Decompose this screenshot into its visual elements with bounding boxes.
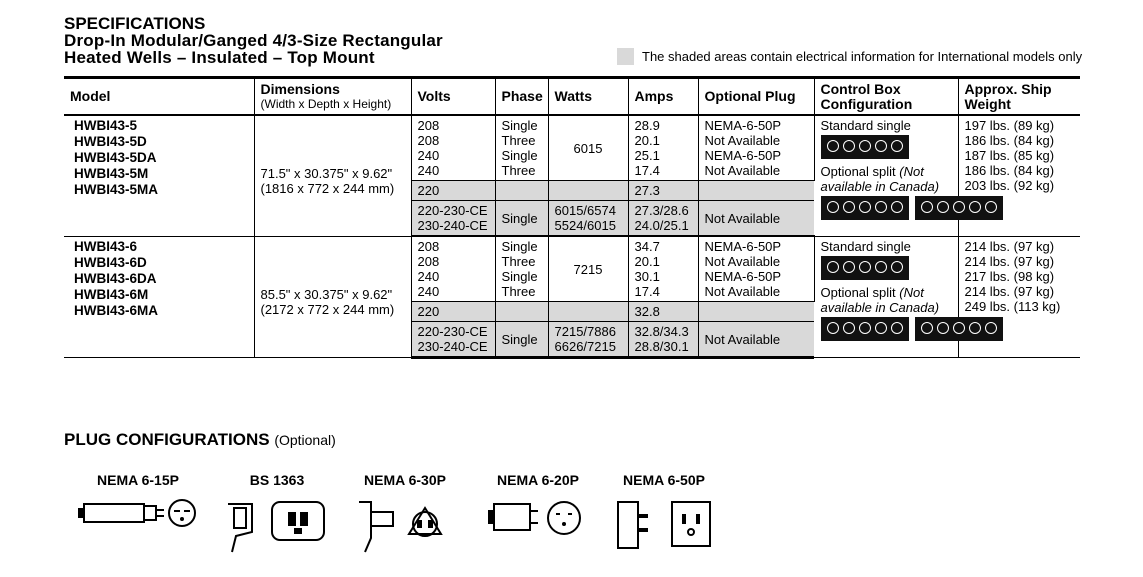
plug-bs-1363 — [222, 472, 332, 554]
intl-phase-ce: Single — [495, 201, 548, 237]
cell-line: Three — [501, 284, 536, 299]
plug-cell — [698, 236, 814, 302]
cell-line: 20.1 — [634, 133, 660, 148]
intl-watts-ce — [548, 201, 628, 237]
amps-cell — [628, 236, 698, 302]
shading-legend — [617, 48, 1082, 65]
cell-line: 7215/7886 — [554, 324, 616, 339]
cell-line: 28.8/30.1 — [634, 339, 689, 354]
bs-1363-plug-icon — [222, 494, 332, 554]
cell-line: 186 lbs. (84 kg) — [964, 163, 1055, 178]
control-box-cell — [814, 236, 958, 358]
cell-line: 17.4 — [634, 163, 660, 178]
model-cell — [64, 236, 254, 358]
plug-nema-6-20p — [488, 472, 588, 544]
amps-cell — [628, 115, 698, 181]
cell-line: 220-230-CE — [417, 203, 488, 218]
cell-line: NEMA-6-50P — [704, 118, 782, 133]
cell-line: Single — [501, 239, 538, 254]
intl-amps-ce — [628, 201, 698, 237]
cell-line: NEMA-6-50P — [704, 148, 782, 163]
cell-line: 17.4 — [634, 284, 660, 299]
intl-plug-ce: Not Available — [698, 322, 814, 358]
cell-line: HWBI43-5MA — [74, 182, 159, 197]
watts-cell: 7215 — [548, 236, 628, 302]
plug-title-text: PLUG CONFIGURATIONS — [64, 430, 270, 449]
intl-volts-ce — [411, 201, 495, 237]
cell-line: 214 lbs. (97 kg) — [964, 238, 1055, 254]
intl-volts-220: 220 — [411, 302, 495, 322]
cell-line: Not Available — [704, 284, 781, 299]
plug-name: NEMA 6-50P — [623, 472, 705, 488]
intl-amps-220: 32.8 — [628, 302, 698, 322]
intl-plug-ce: Not Available — [698, 201, 814, 237]
col-volts: Volts — [411, 78, 495, 116]
col-optional-plug: Optional Plug — [698, 78, 814, 116]
intl-phase-220 — [495, 181, 548, 201]
col-phase: Phase — [495, 78, 548, 116]
intl-watts-220 — [548, 302, 628, 322]
control-box-split-right-icon — [915, 196, 1003, 220]
cell-line: 230-240-CE — [417, 218, 488, 233]
dimensions-mm: (1816 x 772 x 244 mm) — [260, 181, 395, 196]
nema-6-15p-plug-icon — [78, 494, 198, 534]
cell-line: NEMA-6-50P — [704, 239, 782, 254]
spec-header — [64, 15, 443, 66]
plug-nema-6-50p — [614, 472, 714, 554]
cell-line: Single — [501, 269, 538, 284]
watts-cell: 6015 — [548, 115, 628, 181]
intl-amps-ce — [628, 322, 698, 358]
cell-line: 27.3/28.6 — [634, 203, 689, 218]
dimensions-in: 71.5" x 30.375" x 9.62" — [260, 166, 393, 181]
cell-line: 6626/7215 — [554, 339, 616, 354]
cell-line: 6015/6574 — [554, 203, 616, 218]
dimensions-cell — [254, 236, 411, 358]
cell-line: 28.9 — [634, 118, 660, 133]
phase-cell — [495, 236, 548, 302]
nema-6-20p-plug-icon — [488, 494, 588, 544]
cell-line: 240 — [417, 284, 440, 299]
cell-line: 25.1 — [634, 148, 660, 163]
cell-line: 20.1 — [634, 254, 660, 269]
control-optional-note: (Not available in Canada) — [820, 164, 940, 194]
col-control-box: Control Box Configuration — [814, 78, 958, 116]
intl-volts-220: 220 — [411, 181, 495, 201]
cell-line: 230-240-CE — [417, 339, 488, 354]
nema-6-50p-plug-icon — [614, 494, 714, 554]
control-standard-label: Standard single — [820, 118, 911, 133]
intl-plug-220 — [698, 302, 814, 322]
control-box-split-right-icon — [915, 317, 1003, 341]
shade-swatch — [617, 48, 634, 65]
col-model: Model — [64, 78, 254, 116]
plug-title-subtitle: (Optional) — [274, 432, 336, 448]
cell-line: Not Available — [704, 133, 781, 148]
col-ship-weight: Approx. Ship Weight — [958, 78, 1080, 116]
cell-line: 187 lbs. (85 kg) — [964, 148, 1055, 163]
header-row — [64, 78, 1080, 116]
intl-phase-ce: Single — [495, 322, 548, 358]
spec-title: SPECIFICATIONS — [64, 14, 206, 33]
intl-phase-220 — [495, 302, 548, 322]
cell-line: Three — [501, 133, 536, 148]
cell-line: Single — [501, 148, 538, 163]
control-box-split-left-icon — [821, 196, 909, 220]
cell-line: 240 — [417, 163, 440, 178]
cell-line: 220-230-CE — [417, 324, 488, 339]
cell-line: HWBI43-6M — [74, 286, 149, 302]
col-dimensions: Dimensions (Width x Depth x Height) — [254, 78, 411, 116]
table-row — [64, 115, 1080, 181]
intl-volts-ce — [411, 322, 495, 358]
control-box-split-left-icon — [821, 317, 909, 341]
volts-cell — [411, 236, 495, 302]
cell-line: 34.7 — [634, 239, 660, 254]
plug-name: NEMA 6-30P — [364, 472, 446, 488]
cell-line: 214 lbs. (97 kg) — [964, 283, 1055, 299]
cell-line: 24.0/25.1 — [634, 218, 689, 233]
plug-name: NEMA 6-20P — [497, 472, 579, 488]
intl-watts-ce — [548, 322, 628, 358]
control-optional-note: (Not available in Canada) — [820, 284, 940, 315]
table-row — [64, 236, 1080, 302]
control-box-cell — [814, 115, 958, 236]
intl-amps-220: 27.3 — [628, 181, 698, 201]
cell-line: 197 lbs. (89 kg) — [964, 118, 1055, 133]
cell-line: 203 lbs. (92 kg) — [964, 178, 1055, 193]
plug-name: BS 1363 — [249, 472, 305, 488]
dimensions-in: 85.5" x 30.375" x 9.62" — [260, 286, 393, 302]
spec-subtitle-line2: Heated Wells – Insulated – Top Mount — [64, 48, 375, 67]
cell-line: HWBI43-5M — [74, 166, 149, 181]
model-cell — [64, 115, 254, 236]
cell-line: HWBI43-6MA — [74, 302, 159, 318]
plug-nema-6-30p — [355, 472, 455, 554]
intl-watts-220 — [548, 181, 628, 201]
cell-line: HWBI43-6DA — [74, 270, 157, 286]
cell-line: HWBI43-6 — [74, 238, 138, 254]
control-optional-label: Optional split — [820, 164, 896, 179]
cell-line: Three — [501, 254, 536, 269]
cell-line: 32.8/34.3 — [634, 324, 689, 339]
control-box-single-icon — [821, 256, 909, 280]
control-box-single-icon — [821, 135, 909, 159]
col-watts: Watts — [548, 78, 628, 116]
cell-line: NEMA-6-50P — [704, 269, 782, 284]
nema-6-30p-plug-icon — [355, 494, 455, 554]
cell-line: Three — [501, 163, 536, 178]
cell-line: 208 — [417, 133, 440, 148]
phase-cell — [495, 115, 548, 181]
cell-line: Not Available — [704, 254, 781, 269]
cell-line: 240 — [417, 269, 440, 284]
cell-line: 214 lbs. (97 kg) — [964, 253, 1055, 269]
spec-table — [64, 76, 1080, 359]
cell-line: 208 — [417, 254, 440, 269]
dimensions-mm: (2172 x 772 x 244 mm) — [260, 301, 395, 317]
dimensions-cell — [254, 115, 411, 236]
cell-line: Not Available — [704, 163, 781, 178]
control-optional-label: Optional split — [820, 284, 896, 300]
intl-plug-220 — [698, 181, 814, 201]
plug-nema-6-15p — [78, 472, 198, 534]
cell-line: HWBI43-6D — [74, 254, 147, 270]
plug-configurations-title — [64, 430, 336, 450]
control-standard-label: Standard single — [820, 238, 911, 254]
cell-line: 208 — [417, 239, 440, 254]
cell-line: 249 lbs. (113 kg) — [964, 298, 1061, 314]
plug-cell — [698, 115, 814, 181]
cell-line: HWBI43-5D — [74, 134, 147, 149]
col-amps: Amps — [628, 78, 698, 116]
cell-line: 208 — [417, 118, 440, 133]
col-dimensions-sub: (Width x Depth x Height) — [260, 97, 392, 111]
cell-line: HWBI43-5 — [74, 118, 138, 133]
cell-line: 217 lbs. (98 kg) — [964, 268, 1055, 284]
volts-cell — [411, 115, 495, 181]
cell-line: 5524/6015 — [554, 218, 616, 233]
cell-line: 240 — [417, 148, 440, 163]
spec-subtitle-line1: Drop-In Modular/Ganged 4/3-Size Rectangular — [64, 31, 443, 50]
shading-legend-text: The shaded areas contain electrical information for International models only — [642, 49, 1083, 64]
cell-line: 186 lbs. (84 kg) — [964, 133, 1055, 148]
plug-name: NEMA 6-15P — [97, 472, 179, 488]
cell-line: HWBI43-5DA — [74, 150, 157, 165]
cell-line: 30.1 — [634, 269, 660, 284]
cell-line: Single — [501, 118, 538, 133]
